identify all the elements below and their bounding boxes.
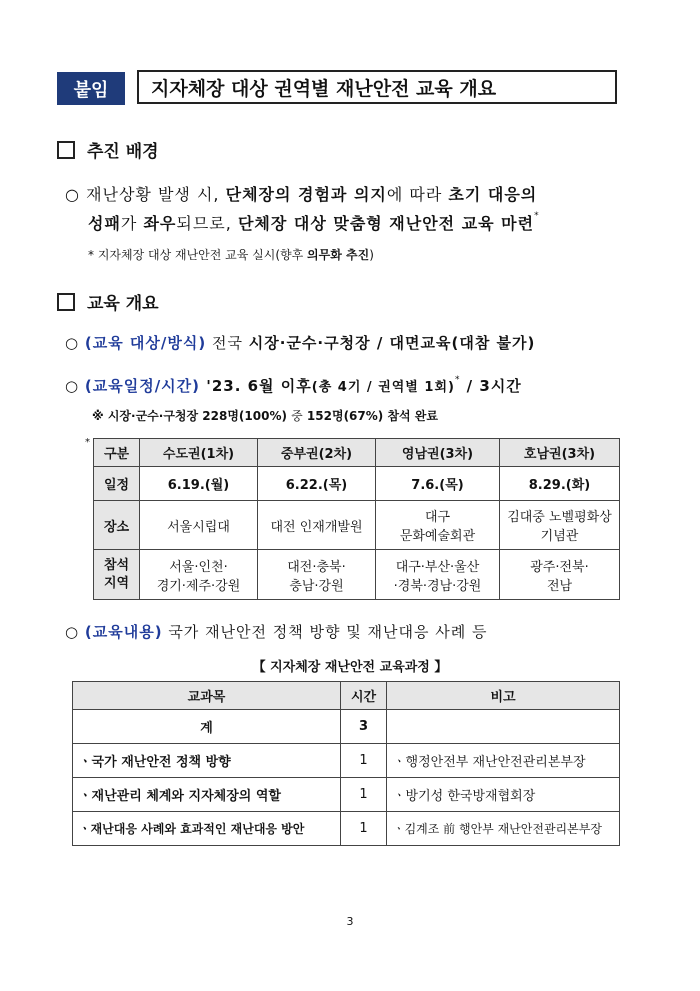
table-cell bbox=[387, 710, 620, 744]
label-blue: (교육 대상/방식) bbox=[84, 334, 207, 352]
section-background bbox=[57, 137, 159, 162]
table-row bbox=[73, 812, 620, 846]
text: 국가 재난안전 정책 방향 및 재난대응 사례 등 bbox=[162, 623, 488, 641]
overview-target bbox=[65, 332, 535, 353]
text-bold: 152명(67%) 참석 완료 bbox=[302, 409, 438, 423]
table-cell: 3 bbox=[341, 710, 387, 744]
table-cell: ㆍ재난대응 사례와 효과적인 재난대응 방안 bbox=[73, 812, 341, 846]
table-cell: 서울시립대 bbox=[140, 501, 258, 550]
table-footnote-mark: * bbox=[85, 437, 90, 448]
table-cell: ㆍ행정안전부 재난안전관리본부장 bbox=[387, 744, 620, 778]
table-cell: 6.19.(월) bbox=[140, 467, 258, 501]
text: 되므로, bbox=[176, 214, 238, 233]
table-cell: 8.29.(화) bbox=[500, 467, 620, 501]
section-title: 추진 배경 bbox=[87, 142, 159, 162]
row-label: 일정 bbox=[94, 467, 140, 501]
table-cell: ㆍ김계조 前 행안부 재난안전관리본부장 bbox=[387, 812, 620, 846]
footnote-mark: * bbox=[534, 211, 540, 221]
table-header-cell: 시간 bbox=[341, 682, 387, 710]
table-cell: 김대중 노벨평화상 기념관 bbox=[500, 501, 620, 550]
circle-bullet-icon: ○ bbox=[65, 377, 80, 395]
circle-bullet-icon: ○ bbox=[65, 623, 80, 641]
text: 중 bbox=[291, 409, 303, 423]
bullet-1-line2 bbox=[88, 211, 540, 234]
table-header-cell: 비고 bbox=[387, 682, 620, 710]
table-header-row bbox=[94, 439, 620, 467]
row-label: 참석 지역 bbox=[94, 550, 140, 600]
text: 에 따라 bbox=[386, 185, 449, 204]
schedule-table bbox=[93, 438, 620, 600]
table-cell: 7.6.(목) bbox=[376, 467, 500, 501]
text-bold: / 3시간 bbox=[460, 377, 522, 395]
table-cell: 서울·인천· 경기·제주·강원 bbox=[140, 550, 258, 600]
curriculum-title: 【 지자체장 재난안전 교육과정 】 bbox=[252, 660, 448, 675]
table-header-row bbox=[73, 682, 620, 710]
table-header-cell: 구분 bbox=[94, 439, 140, 467]
text-bold: 의무화 추진 bbox=[307, 248, 370, 262]
table-cell: 광주·전북· 전남 bbox=[500, 550, 620, 600]
table-cell: 1 bbox=[341, 812, 387, 846]
text-bold: (총 4기 / 권역별 1회) bbox=[311, 380, 455, 395]
page-number: 3 bbox=[346, 915, 354, 928]
text-bold: 시장·군수·구청장 / 대면교육(대참 불가) bbox=[248, 334, 536, 352]
footnote-mark: * bbox=[454, 375, 461, 385]
label-blue: (교육일정/시간) bbox=[84, 377, 201, 395]
text-bold: 초기 대응의 bbox=[448, 185, 538, 204]
table-cell: 계 bbox=[73, 710, 341, 744]
text-bold: 좌우 bbox=[143, 214, 177, 233]
attendance-note bbox=[92, 407, 438, 424]
table-header-cell: 호남권(3차) bbox=[500, 439, 620, 467]
bullet-1-line1 bbox=[65, 182, 537, 205]
circle-bullet-icon: ○ bbox=[65, 185, 80, 204]
checkbox-square-icon bbox=[57, 141, 75, 159]
text: 전국 bbox=[206, 334, 249, 352]
label-blue: (교육내용) bbox=[84, 623, 163, 641]
table-header-cell: 중부권(2차) bbox=[258, 439, 376, 467]
page-title: 지자체장 대상 권역별 재난안전 교육 개요 bbox=[137, 70, 617, 104]
table-row bbox=[73, 744, 620, 778]
text-bold: 성패 bbox=[88, 214, 121, 233]
circle-bullet-icon: ○ bbox=[65, 334, 80, 352]
table-cell: 1 bbox=[341, 744, 387, 778]
table-row bbox=[94, 501, 620, 550]
table-cell: ㆍ재난관리 체계와 지자체장의 역할 bbox=[73, 778, 341, 812]
section-overview bbox=[57, 289, 159, 314]
text: * 지자체장 대상 재난안전 교육 실시(향후 bbox=[88, 248, 308, 262]
table-header-cell: 수도권(1차) bbox=[140, 439, 258, 467]
row-label: 장소 bbox=[94, 501, 140, 550]
text: 재난상황 발생 시, bbox=[86, 185, 226, 204]
table-cell: 대전 인재개발원 bbox=[258, 501, 376, 550]
text-bold: 단체장의 경험과 의지 bbox=[225, 185, 387, 204]
table-row bbox=[73, 778, 620, 812]
table-cell: 대구 문화예술회관 bbox=[376, 501, 500, 550]
table-row-total bbox=[73, 710, 620, 744]
overview-schedule bbox=[65, 375, 522, 396]
checkbox-square-icon bbox=[57, 293, 75, 311]
table-header-cell: 교과목 bbox=[73, 682, 341, 710]
attachment-tag: 붙임 bbox=[57, 72, 125, 105]
table-header-cell: 영남권(3차) bbox=[376, 439, 500, 467]
table-cell: 대구·부산·울산 ·경북·경남·강원 bbox=[376, 550, 500, 600]
text: ) bbox=[369, 248, 374, 262]
table-cell: ㆍ국가 재난안전 정책 방향 bbox=[73, 744, 341, 778]
overview-content bbox=[65, 621, 488, 642]
text: 가 bbox=[120, 214, 144, 233]
text-bold: '23. 6월 이후 bbox=[200, 377, 312, 395]
table-cell: ㆍ방기성 한국방재협회장 bbox=[387, 778, 620, 812]
footnote bbox=[88, 246, 374, 263]
section-title: 교육 개요 bbox=[87, 294, 159, 314]
table-cell: 1 bbox=[341, 778, 387, 812]
text-bold: ※ 시장·군수·구청장 228명(100%) bbox=[92, 409, 292, 423]
table-cell: 6.22.(목) bbox=[258, 467, 376, 501]
table-cell: 대전·충북· 충남·강원 bbox=[258, 550, 376, 600]
table-row bbox=[94, 550, 620, 600]
table-row bbox=[94, 467, 620, 501]
curriculum-table bbox=[72, 681, 620, 846]
text-bold: 단체장 대상 맞춤형 재난안전 교육 마련 bbox=[237, 214, 535, 233]
